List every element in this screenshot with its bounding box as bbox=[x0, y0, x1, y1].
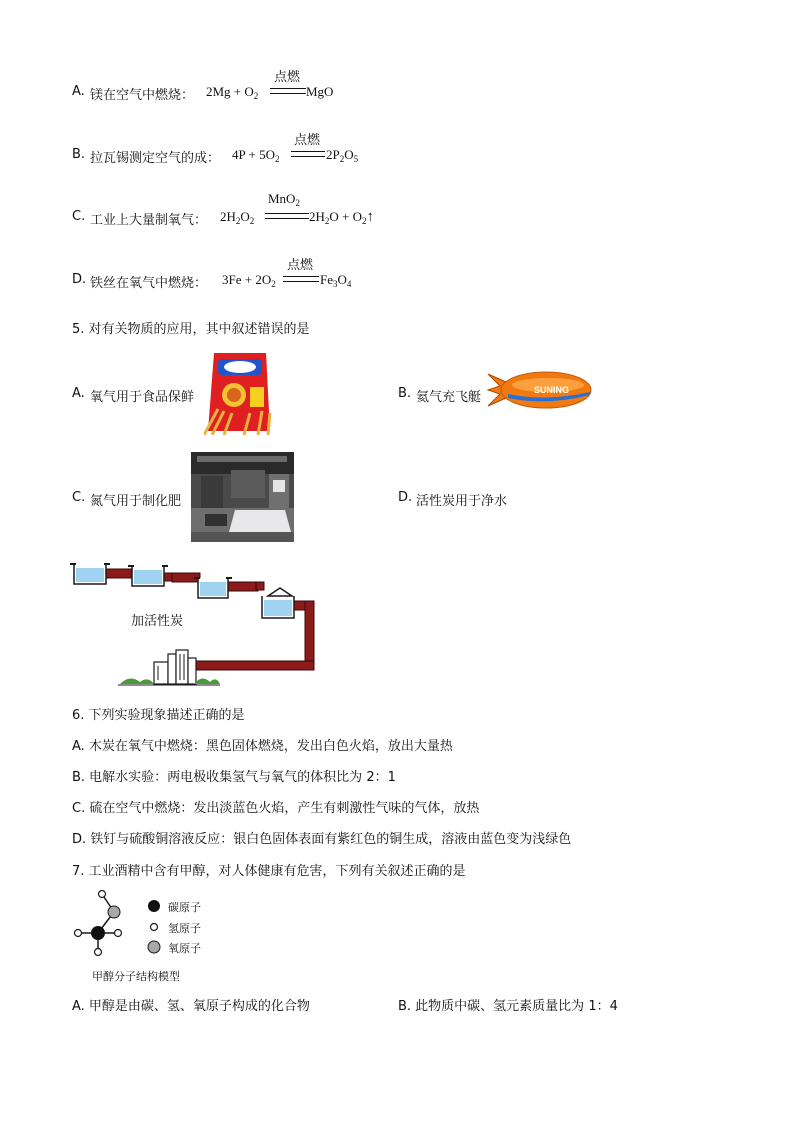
q7-option-a: A. 甲醇是由碳、氢、氧原子构成的化合物 bbox=[72, 999, 310, 1014]
equation-reactants: $2Mg + O_2$ bbox=[206, 84, 259, 101]
option-description: 铁丝在氧气中燃烧： bbox=[90, 276, 208, 291]
reaction-condition: 点燃 bbox=[294, 133, 321, 148]
option-label: B. bbox=[72, 147, 86, 162]
legend-oxygen: 氧原子 bbox=[168, 942, 201, 955]
reaction-condition: MnO$_2$ bbox=[268, 191, 300, 208]
q5-option-a-label: A. bbox=[72, 386, 85, 401]
q5-option-d-label: D. bbox=[398, 490, 413, 505]
option-label: A. bbox=[72, 84, 85, 99]
equals-sign bbox=[291, 151, 325, 157]
equals-sign bbox=[265, 213, 309, 219]
equation-products: MgO bbox=[306, 84, 334, 99]
water-treatment-diagram bbox=[70, 558, 320, 690]
reaction-condition: 点燃 bbox=[287, 258, 314, 273]
question-6-stem: 6. 下列实验现象描述正确的是 bbox=[72, 708, 245, 723]
legend-hydrogen: 氢原子 bbox=[168, 922, 201, 935]
reaction-condition: 点燃 bbox=[274, 70, 301, 85]
equation-products: $2H_2O$ + $O_2↑$ bbox=[309, 209, 374, 226]
equation-reactants: $2H_2O_2$ bbox=[220, 209, 255, 226]
q5-option-c-text: 氮气用于制化肥 bbox=[90, 494, 182, 509]
water-diagram-label: 加活性炭 bbox=[131, 614, 184, 629]
option-description: 镁在空气中燃烧： bbox=[90, 88, 195, 103]
question-7-stem: 7. 工业酒精中含有甲醇，对人体健康有危害，下列有关叙述正确的是 bbox=[72, 864, 466, 879]
q5-option-b-text: 氦气充飞艇 bbox=[416, 390, 482, 405]
equals-sign bbox=[270, 88, 306, 94]
q6-option-a: A. 木炭在氧气中燃烧：黑色固体燃烧，发出白色火焰，放出大量热 bbox=[72, 739, 453, 754]
equation-products: $Fe_3O_4$ bbox=[320, 272, 352, 289]
blimp-logo-text: SUNING bbox=[534, 385, 570, 395]
option-label: C. bbox=[72, 209, 86, 224]
equals-sign bbox=[283, 276, 319, 282]
option-label: D. bbox=[72, 272, 87, 287]
equation-reactants: $3Fe + 2O_2$ bbox=[222, 272, 276, 289]
q5-option-d-text: 活性炭用于净水 bbox=[416, 494, 508, 509]
factory-photo bbox=[191, 452, 294, 542]
q6-option-d: D. 铁钉与硫酸铜溶液反应：银白色固体表面有紫红色的铜生成，溶液由蓝色变为浅绿色 bbox=[72, 832, 572, 847]
methanol-molecule-model bbox=[70, 886, 130, 958]
legend-carbon: 碳原子 bbox=[168, 901, 201, 914]
q5-option-b-label: B. bbox=[398, 386, 412, 401]
snack-bag-image bbox=[204, 351, 272, 435]
molecule-caption: 甲醇分子结构模型 bbox=[92, 970, 180, 983]
option-description: 拉瓦锡测定空气的成： bbox=[90, 151, 221, 166]
question-5-stem: 5. 对有关物质的应用，其中叙述错误的是 bbox=[72, 322, 310, 337]
q5-option-c-label: C. bbox=[72, 490, 86, 505]
blimp-image bbox=[486, 368, 592, 412]
option-description: 工业上大量制氧气： bbox=[90, 213, 208, 228]
q6-option-c: C. 硫在空气中燃烧：发出淡蓝色火焰，产生有刺激性气味的气体，放热 bbox=[72, 801, 480, 816]
q6-option-b: B. 电解水实验：两电极收集氢气与氧气的体积比为 2：1 bbox=[72, 770, 396, 785]
equation-reactants: $4P + 5O_2$ bbox=[232, 147, 280, 164]
q7-option-b: B. 此物质中碳、氢元素质量比为 1：4 bbox=[398, 999, 618, 1014]
q5-option-a-text: 氧气用于食品保鲜 bbox=[90, 390, 195, 405]
equation-products: $2P_2O_5$ bbox=[326, 147, 359, 164]
